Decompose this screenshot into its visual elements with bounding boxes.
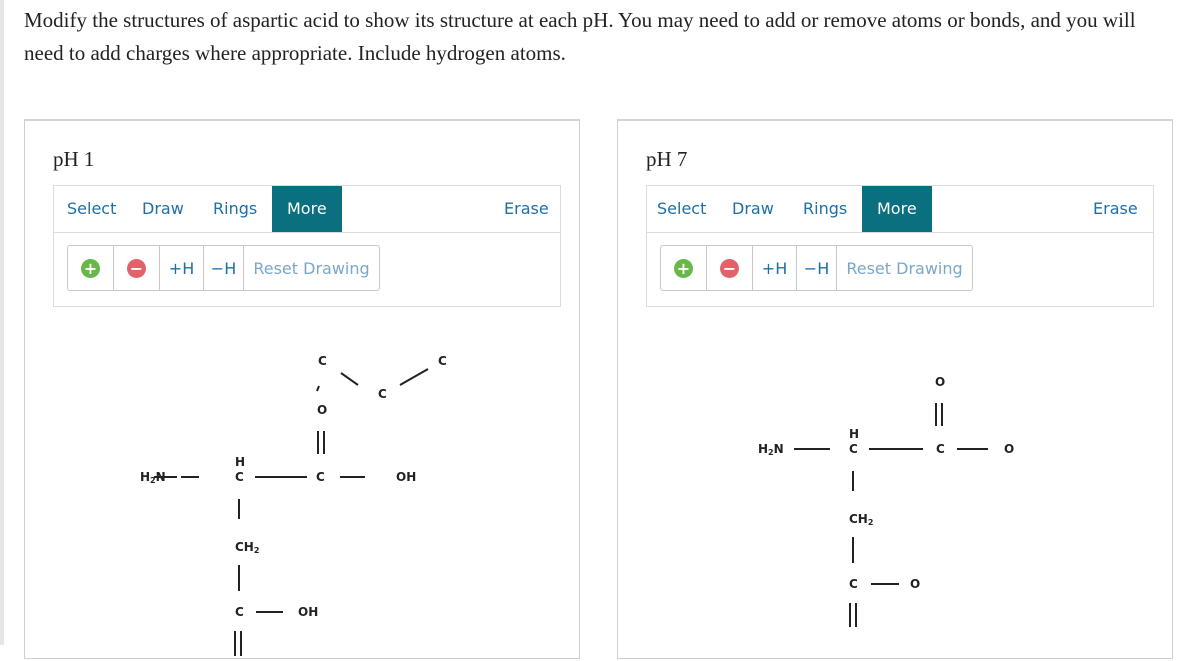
add-positive-charge-button[interactable] [68,246,114,290]
tab-rings[interactable]: Rings [803,199,848,218]
drawing-toolbar [53,185,561,233]
atom-c-carboxyl[interactable]: C [936,442,945,456]
atom-h[interactable]: H [235,455,246,469]
question-text: Modify the structures of aspartic acid to show its structure at each pH. You may need to add or remove atoms or bonds, and you will need to add charges where appropriate. Include hydrogen atoms. [24,8,1136,65]
atom-text: CH [235,540,254,554]
drawing-canvas[interactable] [25,311,579,661]
atom-text: N [155,470,166,484]
tab-select[interactable]: Select [67,199,117,218]
atom-c-side[interactable]: C [235,605,244,619]
drawing-canvas[interactable] [618,311,1172,661]
atom-c[interactable]: C [318,354,327,368]
atom-nh2[interactable] [758,443,784,459]
bond[interactable] [341,373,358,385]
reset-drawing-button[interactable]: Reset Drawing [253,258,370,278]
atom-text: H [758,442,769,456]
remove-hydrogen-button[interactable]: −H [797,246,837,290]
atom-text: CH [849,512,868,526]
subscript: 2 [150,476,156,485]
atom-o[interactable]: O [1004,442,1015,456]
charge-button-group [660,245,973,291]
add-negative-charge-button[interactable] [707,246,753,290]
bond[interactable] [317,386,319,391]
tab-more[interactable]: More [862,186,932,232]
bond[interactable] [400,369,428,385]
atom-ch2[interactable] [235,541,259,557]
left-rule [0,0,4,645]
atom-o[interactable]: O [317,403,328,417]
remove-hydrogen-button[interactable]: −H [204,246,244,290]
atom-o[interactable]: O [910,577,921,591]
atom-c-alpha[interactable]: C [235,470,244,484]
reset-drawing-button[interactable]: Reset Drawing [846,258,963,278]
subscript: 2 [253,546,260,555]
atom-ch2[interactable] [849,513,873,529]
more-options-bar [53,233,561,307]
atom-o[interactable]: O [935,375,946,389]
add-positive-charge-button[interactable] [661,246,707,290]
atom-c-alpha[interactable]: C [849,442,858,456]
atom-text: N [773,442,784,456]
atom-oh[interactable]: OH [298,605,319,619]
atom-oh[interactable]: OH [396,470,417,484]
add-negative-charge-button[interactable] [114,246,160,290]
erase-button[interactable]: Erase [504,199,549,218]
atom-c-side[interactable]: C [849,577,858,591]
drawing-toolbar [646,185,1154,233]
plus-charge-icon: + [81,259,100,278]
add-hydrogen-button[interactable]: +H [753,246,797,290]
minus-charge-icon: − [720,259,739,278]
bond-layer [618,311,1172,661]
panel-title: pH 7 [646,147,688,171]
subscript: 2 [867,518,874,527]
tab-draw[interactable]: Draw [142,199,184,218]
atom-c-carboxyl[interactable]: C [316,470,325,484]
add-hydrogen-button[interactable]: +H [160,246,204,290]
erase-button[interactable]: Erase [1093,199,1138,218]
tab-select[interactable]: Select [657,199,707,218]
tab-draw[interactable]: Draw [732,199,774,218]
minus-charge-icon: − [127,259,146,278]
atom-nh2[interactable] [140,471,166,487]
atom-text: H [140,470,151,484]
more-options-bar [646,233,1154,307]
panel-ph7 [617,119,1173,659]
charge-button-group [67,245,380,291]
atom-c[interactable]: C [438,354,447,368]
tab-more[interactable]: More [272,186,342,232]
panel-ph1 [24,119,580,659]
panel-title: pH 1 [53,147,95,171]
subscript: 2 [768,448,774,457]
plus-charge-icon: + [674,259,693,278]
atom-h[interactable]: H [849,427,860,441]
atom-c[interactable]: C [378,387,387,401]
tab-rings[interactable]: Rings [213,199,258,218]
